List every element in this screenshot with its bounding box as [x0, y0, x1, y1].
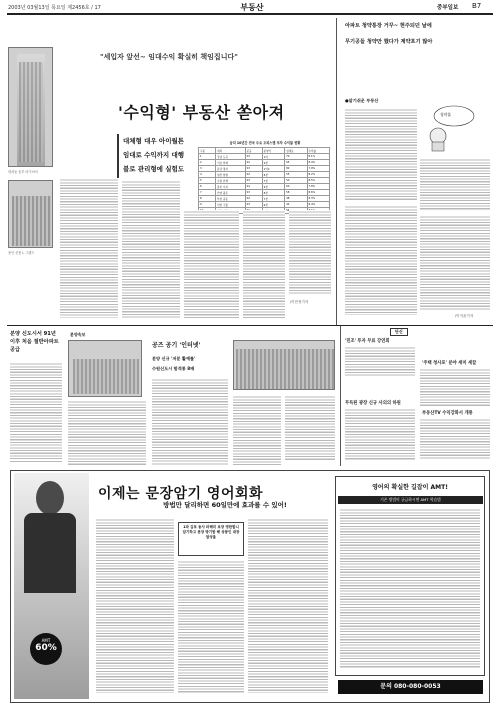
right-headline-1: 아파트 청약통장 거꾸~ 현주되던 날에	[345, 23, 432, 29]
lower-mid-headline: 공즈 공기 '인터넷'	[152, 342, 201, 349]
yield-table	[198, 147, 330, 214]
cell: 2	[199, 160, 216, 166]
lower-mid-sub2: 수원신도시 합격통 8배	[152, 366, 195, 371]
lower-mid-photo-2	[233, 340, 335, 390]
cell: 부천 중동	[216, 196, 246, 202]
cell: 8.6%	[307, 190, 329, 196]
cell: 80	[285, 166, 307, 172]
lower-mid-section-label: 분양속보	[70, 332, 86, 337]
section-title: 부동산	[240, 3, 264, 12]
main-body-col4	[243, 210, 285, 318]
ad-hotline: 문의 080-080-0053	[338, 680, 483, 694]
cell: 03	[245, 154, 262, 160]
cell: 02	[245, 196, 262, 202]
subhead-bar	[117, 134, 119, 178]
table-header-cell: 분양가	[262, 148, 284, 154]
ad-middle-box: 1파 김포 동사 파해미 보장 영한합니 암기하고 문장 방기함 해 상봉인 대장 달성율	[178, 522, 244, 556]
main-body-col5	[289, 210, 331, 295]
page-number: B7	[472, 2, 482, 10]
cell: 7천	[262, 196, 284, 202]
lower-mid-body1	[68, 400, 146, 465]
column-divider	[336, 18, 337, 325]
photo2-caption: 용인 신봉 L 그랜드	[8, 251, 35, 255]
brief-4-body	[420, 418, 490, 460]
photo1-caption: 대치동 동부 마이씨어	[8, 170, 38, 174]
cell: 7천	[262, 178, 284, 184]
cell: 60	[285, 184, 307, 190]
ad-badge-text: 60%	[35, 643, 57, 653]
right-box-label: ●알기쉬운 부동산	[345, 98, 379, 103]
cell: 8.1%	[307, 154, 329, 160]
issue-date: 2003년 03월13일 목요일 제2456호 / 17	[8, 5, 101, 11]
cartoon-illustration	[422, 94, 484, 152]
brief-1-body	[345, 346, 415, 376]
cell: 50	[285, 178, 307, 184]
ad-badge-top: AMT	[41, 638, 51, 643]
main-headline: '수익형' 부동산 쏟아져	[118, 103, 285, 122]
cell: 02	[245, 172, 262, 178]
brief-1-title: '민조' 투자 무료 강연회	[345, 339, 390, 344]
table-header-cell: 위치	[216, 148, 246, 154]
cell: 9천	[262, 184, 284, 190]
table-header-cell: 준공	[245, 148, 262, 154]
main-body-col1	[60, 178, 118, 318]
right-body-col4	[420, 215, 490, 310]
main-byline: /이현정기자	[290, 300, 309, 304]
cell: 03	[245, 166, 262, 172]
ad-headline: 이제는 문장암기 영어회화	[98, 486, 264, 502]
cell: 8.4%	[307, 160, 329, 166]
main-body-col3	[184, 210, 239, 318]
cartoon-figure-icon	[422, 94, 484, 152]
lower-left-body	[10, 362, 62, 462]
photo-tower	[8, 47, 53, 167]
subhead-1: 대체형 대우 아이월튼	[123, 137, 185, 145]
cell: 8.5%	[307, 178, 329, 184]
cell: 9	[199, 202, 216, 208]
cell: 일산 장항	[216, 172, 246, 178]
cell: 8.4%	[307, 202, 329, 208]
photo-apartment	[8, 180, 53, 248]
cell: 03	[245, 190, 262, 196]
cell: 안양 평촌	[216, 190, 246, 196]
column-divider-lower	[340, 326, 341, 466]
cell: 용인 수지	[216, 184, 246, 190]
subhead-2: 임대로 수익까지 대행	[123, 151, 185, 159]
cell: 54	[285, 208, 307, 214]
section-rule	[7, 325, 493, 326]
ad-subline: 방법만 달리하면 60일만에 효과를 수 있어!	[163, 501, 287, 509]
ad-right-body	[340, 508, 480, 668]
subhead-3: 블로 관리형에 실험도	[123, 165, 185, 173]
main-kicker: "세입자 앞선~ 임대수익 확실히 책임집니다"	[100, 53, 238, 61]
cell: 5	[199, 178, 216, 184]
cell: 42	[285, 202, 307, 208]
lower-mid-photo	[68, 340, 142, 397]
ad-body-col1	[96, 518, 174, 693]
ad-badge	[30, 633, 62, 665]
ad-body-col3	[248, 518, 328, 693]
cell: 6천	[262, 202, 284, 208]
cell: 분당 정자	[216, 166, 246, 172]
cell: 1억	[262, 154, 284, 160]
brief-4-title: 부동산TV 수익강화서 개통	[422, 411, 473, 416]
cell: 02	[245, 160, 262, 166]
brief-3-title: 무득된 광장 신규 사의의 하원	[345, 401, 401, 406]
cartoon-speech: 청약률	[440, 112, 452, 117]
cell: 7	[199, 190, 216, 196]
cell: 4	[199, 172, 216, 178]
table-title: 금리 10년간 전국 주요 오피스텔 투자 수익률 현황	[229, 141, 301, 145]
cell: 1억2	[262, 166, 284, 172]
cell: 강남 도곡	[216, 154, 246, 160]
cell: 8천	[262, 190, 284, 196]
ad-right-box-title: 기존 방법이 궁금하시면 AMT 학습법	[338, 496, 483, 504]
cell: 8천	[262, 172, 284, 178]
cell: 6	[199, 184, 216, 190]
brief-2-body	[420, 368, 490, 406]
ad-photo-man	[14, 473, 89, 699]
cell: 서초 양재	[216, 160, 246, 166]
header-rule	[7, 13, 493, 15]
ad-body-col2	[178, 560, 244, 693]
main-body-col2	[122, 180, 180, 318]
cell: 9천	[262, 160, 284, 166]
lower-mid-body4	[285, 395, 335, 460]
right-byline: /이지윤기자	[455, 314, 474, 318]
cell: 7.8%	[307, 184, 329, 190]
cell: 인천 구월	[216, 202, 246, 208]
cell: 58	[285, 190, 307, 196]
table-header-cell: 수익률	[307, 148, 329, 154]
right-body-col3	[345, 205, 417, 315]
cell: 55	[285, 172, 307, 178]
table-header-cell: 임대료	[285, 148, 307, 154]
cell: 8.2%	[307, 172, 329, 178]
table-header-cell: 구분	[199, 148, 216, 154]
cell: 04	[245, 184, 262, 190]
cell: 03	[245, 178, 262, 184]
cell: 7.9%	[307, 166, 329, 172]
briefs-label: 단신	[390, 328, 408, 336]
cell: 03	[245, 202, 262, 208]
lower-mid-sub1: 분양 신규 '저분 활예를'	[152, 356, 196, 361]
brief-3-body	[345, 408, 415, 460]
cell: 8.3%	[307, 196, 329, 202]
cell: 65	[285, 160, 307, 166]
brief-2-title: '주택 청사포' 분야 세미 세끌	[422, 361, 477, 366]
right-body-col1	[345, 108, 417, 200]
cell: 3	[199, 166, 216, 172]
cell: 8	[199, 196, 216, 202]
cell: 수원 인계	[216, 178, 246, 184]
lower-mid-body2	[152, 378, 228, 465]
lower-mid-body3	[233, 395, 281, 465]
cell: 1	[199, 154, 216, 160]
cell: 70	[285, 154, 307, 160]
paper-name: 중부일보	[437, 5, 459, 11]
ad-right-top: 영어의 확실한 길잡이 AMT!	[372, 484, 448, 491]
right-body-col2	[420, 158, 490, 210]
lower-left-headline: 분양 신도시서 91년이후 처음 절반아파트 공급	[10, 331, 59, 353]
cell: 48	[285, 196, 307, 202]
right-headline-2: 무기공들 청약만 했다가 계약포기 많아	[345, 39, 433, 45]
